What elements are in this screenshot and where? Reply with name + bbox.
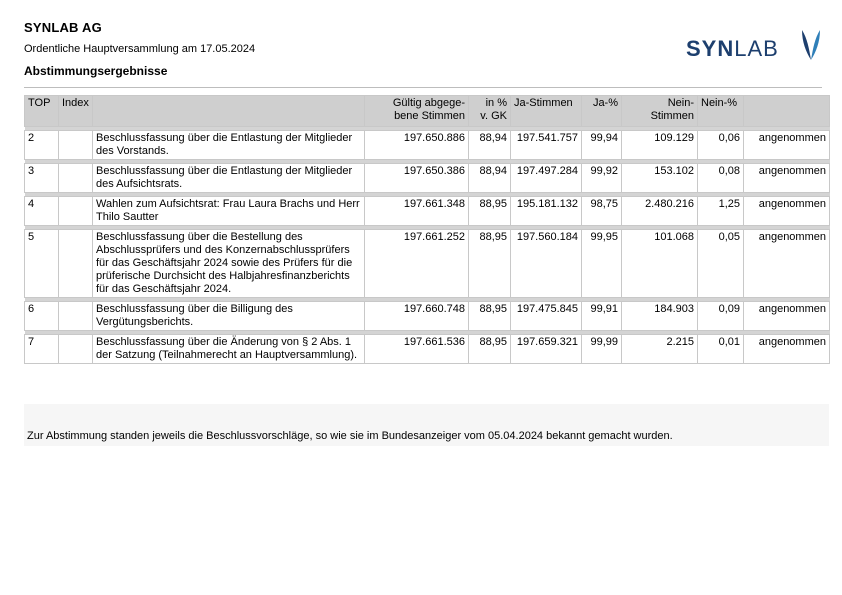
row-top: 7 <box>25 335 59 364</box>
row-description: Beschlussfassung über die Bestellung des Abschlussprüfers und des Konzernabschlussprüfers für das Geschäftsjahr 2024 sowie des Prüfers für die prüferische Durchsicht des Halbjahresfinanzberichts für das Geschäftsjahr 2024. <box>93 230 365 298</box>
row-top: 2 <box>25 131 59 160</box>
row-index <box>59 302 93 331</box>
logo-text-main: SYN <box>686 36 735 61</box>
row-top: 6 <box>25 302 59 331</box>
row-pct-capital: 88,94 <box>469 131 511 160</box>
row-valid-votes: 197.650.886 <box>365 131 469 160</box>
row-index <box>59 164 93 193</box>
row-no-votes: 2.480.216 <box>622 197 698 226</box>
table-row <box>25 335 830 364</box>
table-row <box>25 164 830 193</box>
row-index <box>59 230 93 298</box>
col-no-pct-header: Nein-% <box>698 96 744 127</box>
row-description: Beschlussfassung über die Entlastung der Mitglieder des Vorstands. <box>93 131 365 160</box>
row-valid-votes: 197.650.386 <box>365 164 469 193</box>
row-result: angenommen <box>744 131 830 160</box>
row-yes-votes: 197.497.284 <box>511 164 582 193</box>
row-index <box>59 131 93 160</box>
row-index <box>59 197 93 226</box>
row-no-votes: 2.215 <box>622 335 698 364</box>
row-no-pct: 0,09 <box>698 302 744 331</box>
row-no-votes: 153.102 <box>622 164 698 193</box>
col-no-header: Nein-Stimmen <box>622 96 698 127</box>
row-valid-votes: 197.660.748 <box>365 302 469 331</box>
row-yes-pct: 99,94 <box>582 131 622 160</box>
row-yes-pct: 99,92 <box>582 164 622 193</box>
voting-results-table <box>24 95 830 364</box>
table-row <box>25 230 830 298</box>
row-result: angenommen <box>744 197 830 226</box>
row-result: angenommen <box>744 230 830 298</box>
col-valid-header-line1: Gültig abgege- <box>392 97 465 109</box>
col-pct-gk-header-line1: in % <box>485 97 507 109</box>
col-yes-pct-header: Ja-% <box>582 96 622 127</box>
table-row <box>25 197 830 226</box>
row-description: Beschlussfassung über die Billigung des Vergütungsberichts. <box>93 302 365 331</box>
company-name: SYNLAB AG <box>24 20 102 35</box>
row-yes-votes: 195.181.132 <box>511 197 582 226</box>
meeting-subtitle: Ordentliche Hauptversammlung am 17.05.2024 <box>24 43 256 55</box>
row-yes-pct: 99,91 <box>582 302 622 331</box>
footnote: Zur Abstimmung standen jeweils die Beschlussvorschläge, so wie sie im Bundesanzeiger vom 05.04.2024 bekannt gemacht wurden. <box>27 430 673 442</box>
row-result: angenommen <box>744 302 830 331</box>
row-valid-votes: 197.661.252 <box>365 230 469 298</box>
row-top: 5 <box>25 230 59 298</box>
table-header-row <box>25 96 830 127</box>
row-no-pct: 0,01 <box>698 335 744 364</box>
row-pct-capital: 88,95 <box>469 230 511 298</box>
col-pct-gk-header <box>469 96 511 127</box>
col-valid-header-line2: bene Stimmen <box>394 110 465 122</box>
col-yes-header: Ja-Stimmen <box>511 96 582 127</box>
row-yes-votes: 197.560.184 <box>511 230 582 298</box>
col-pct-gk-header-line2: v. GK <box>480 110 507 122</box>
row-description: Beschlussfassung über die Entlastung der Mitglieder des Aufsichtsrats. <box>93 164 365 193</box>
header-divider <box>24 87 822 88</box>
row-no-pct: 0,08 <box>698 164 744 193</box>
row-result: angenommen <box>744 164 830 193</box>
row-pct-capital: 88,94 <box>469 164 511 193</box>
row-top: 3 <box>25 164 59 193</box>
row-result: angenommen <box>744 335 830 364</box>
col-index-header: Index <box>59 96 93 127</box>
row-pct-capital: 88,95 <box>469 335 511 364</box>
row-no-votes: 109.129 <box>622 131 698 160</box>
row-yes-pct: 99,95 <box>582 230 622 298</box>
col-top-header: TOP <box>25 96 59 127</box>
row-description: Beschlussfassung über die Änderung von § 2 Abs. 1 der Satzung (Teilnahmerecht an Hauptversammlung). <box>93 335 365 364</box>
row-yes-pct: 99,99 <box>582 335 622 364</box>
col-desc-header <box>93 96 365 127</box>
document-title: Abstimmungsergebnisse <box>24 64 168 78</box>
row-pct-capital: 88,95 <box>469 302 511 331</box>
logo-wordmark <box>686 36 779 62</box>
row-no-votes: 101.068 <box>622 230 698 298</box>
table-row <box>25 131 830 160</box>
row-index <box>59 335 93 364</box>
table-row <box>25 302 830 331</box>
row-yes-votes: 197.475.845 <box>511 302 582 331</box>
row-no-pct: 0,05 <box>698 230 744 298</box>
row-yes-votes: 197.541.757 <box>511 131 582 160</box>
row-description: Wahlen zum Aufsichtsrat: Frau Laura Brachs und Herr Thilo Sautter <box>93 197 365 226</box>
logo-text-lab: LAB <box>734 36 779 61</box>
col-valid-header <box>365 96 469 127</box>
row-top: 4 <box>25 197 59 226</box>
logo-leaf-icon <box>798 28 824 62</box>
row-pct-capital: 88,95 <box>469 197 511 226</box>
row-no-pct: 0,06 <box>698 131 744 160</box>
synlab-logo <box>686 28 826 64</box>
row-no-pct: 1,25 <box>698 197 744 226</box>
row-no-votes: 184.903 <box>622 302 698 331</box>
row-yes-pct: 98,75 <box>582 197 622 226</box>
col-result-header <box>744 96 830 127</box>
row-valid-votes: 197.661.536 <box>365 335 469 364</box>
row-valid-votes: 197.661.348 <box>365 197 469 226</box>
row-yes-votes: 197.659.321 <box>511 335 582 364</box>
